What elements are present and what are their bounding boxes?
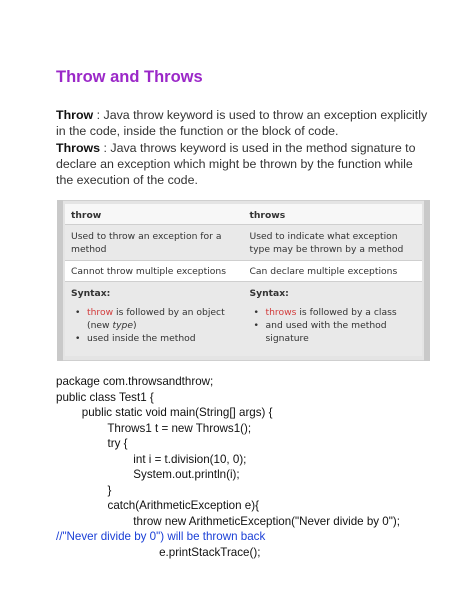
syntax-label: Syntax: [71, 288, 111, 299]
page-title: Throw and Throws [56, 68, 203, 86]
code-listing [56, 374, 400, 560]
bullet-icon: • [75, 307, 81, 318]
code-line: public class Test1 { [56, 390, 154, 404]
keyword-throw: throw [87, 307, 114, 318]
throws-definition [56, 140, 428, 188]
bullet-icon: • [253, 320, 259, 331]
throw-definition [56, 107, 428, 139]
table-cell: Used to throw an exception for a method [71, 231, 222, 255]
code-line: int i = t.division(10, 0); [56, 452, 247, 466]
table-right-border [424, 200, 430, 361]
bullet-icon: • [253, 307, 259, 318]
list-item: • throws is followed by a class [253, 307, 397, 318]
table-cell: Cannot throw multiple exceptions [71, 266, 227, 277]
code-line: e.printStackTrace(); [56, 545, 261, 559]
syntax-label: Syntax: [249, 288, 289, 299]
throw-term: Throw [56, 108, 94, 122]
table-left-border [57, 200, 63, 361]
throws-term: Throws [56, 141, 101, 155]
table-row [65, 225, 422, 261]
throw-description: : Java throw keyword is used to throw an exception explicitly in the code, inside the function or the block of code. [56, 108, 428, 138]
code-line: } [56, 483, 112, 497]
code-line: catch(ArithmeticException e){ [56, 499, 259, 512]
list-item: • throw is followed by an object (new type) [75, 307, 225, 331]
table-row-syntax [65, 282, 422, 356]
code-line: throw new ArithmeticException("Never divide by 0"); [56, 514, 400, 528]
comparison-table [65, 204, 422, 356]
syntax-cell-throw [65, 282, 244, 356]
code-line: Throws1 t = new Throws1(); [56, 421, 252, 435]
table-header-row [65, 204, 422, 225]
header-throw: throw [71, 210, 102, 221]
list-item: • and used with the method signature [253, 320, 387, 344]
code-line: System.out.println(i); [56, 468, 240, 481]
code-comment: //"Never divide by 0") will be thrown back [56, 530, 266, 543]
keyword-throws: throws [265, 307, 297, 318]
comparison-table-image [57, 200, 430, 361]
header-throws: throws [249, 210, 286, 221]
table-row [65, 261, 422, 282]
code-line: public static void main(String[] args) { [56, 406, 273, 419]
table-cell: Used to indicate what exception type may be thrown by a method [249, 231, 404, 255]
code-line: try { [56, 437, 128, 450]
table-cell: Can declare multiple exceptions [249, 266, 398, 277]
code-line: package com.throwsandthrow; [56, 375, 214, 388]
list-item: • used inside the method [75, 333, 196, 344]
throws-description: : Java throws keyword is used in the method signature to declare an exception which might be thrown by the function while the execution of the code. [56, 141, 416, 187]
syntax-cell-throws [244, 282, 423, 356]
bullet-icon: • [75, 333, 81, 344]
